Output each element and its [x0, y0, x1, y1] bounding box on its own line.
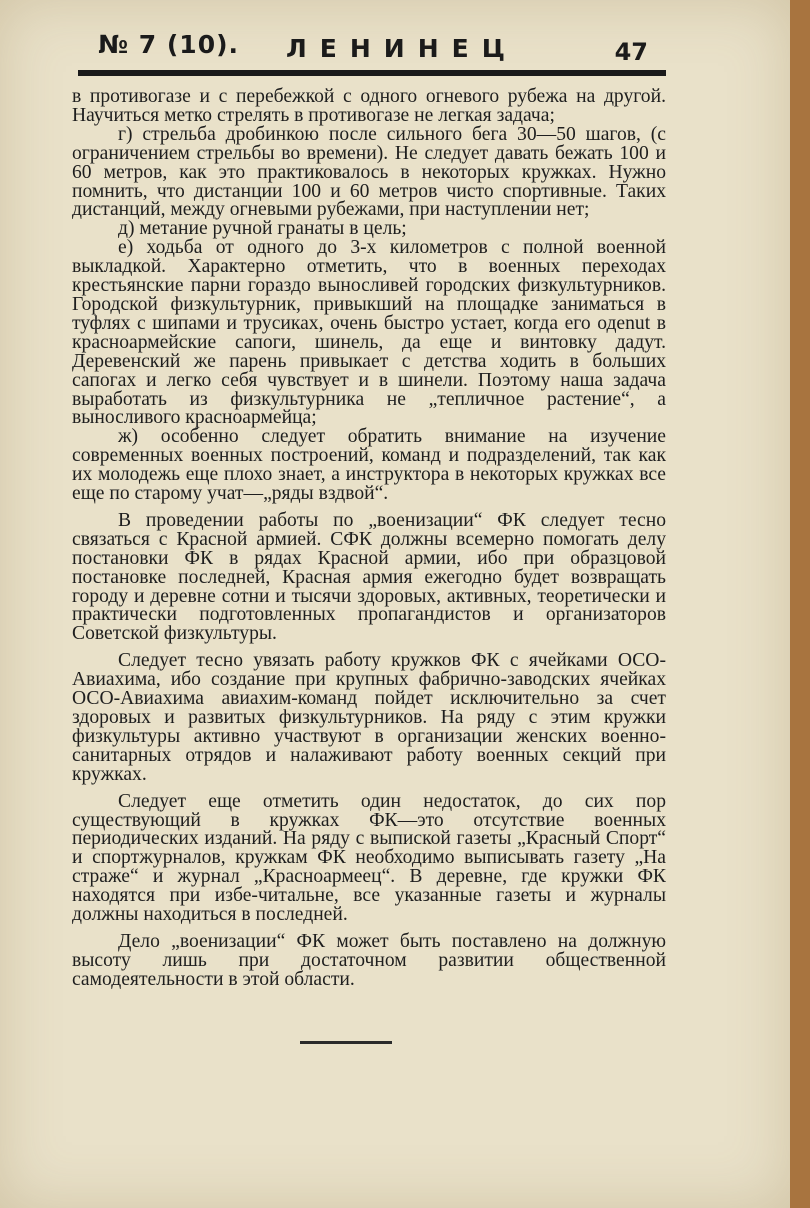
- running-header: [78, 28, 668, 72]
- page-number: 47: [614, 38, 648, 66]
- paragraph: е) ходьба от одного до 3-х километров с полной военной выкладкой. Характерно отметить, что в военных переходах крестьянские парни гораздо выносливей городских физкультурников. Городской физкультурник, привыкший на площадке заниматься в туфлях с шипами и трусиках, очень быстро устает, когда его одеnut в красноармейские сапоги, шинель, да еще и винтовку дадут. Деревенский же парень привыкает с детства ходить в больших сапогах и легко себя чувствует и в шинели. Поэтому наша задача выработать из физкультурника не „тепличное растение“, а выносливого красноармейца;: [72, 237, 666, 429]
- paragraph: В проведении работы по „военизации“ ФК следует тесно связаться с Красной армией. СФК должны всемерно помогать делу постановки ФК в рядах Красной армии, ибо при образцовой постановке последней, Красная армия ежегодно будет возвращать городу и деревне сотни и тысячи здоровых, активных, теоретически и практически подготовленных пропагандистов и организаторов Советской физкультуры.: [72, 509, 666, 645]
- paragraph: Следует тесно увязать работу кружков ФК с ячейками ОСО-Авиахима, ибо создание при крупных фабрично-заводских ячейках ОСО-Авиахима авиахим-команд пойдет исключительно за счет здоровых и развитых физкультурников. На ряду с этим кружки физкультуры активно участвуют в организации женских военно-санитарных отрядов и налаживают работу военных секций при кружках.: [72, 650, 666, 785]
- header-rule: [78, 70, 666, 76]
- paragraph: Следует еще отметить один недостаток, до сих пор существующий в кружках ФК—это отсутствие военных периодических изданий. На ряду с выпиской газеты „Красный Спорт“ и спортжурналов, кружкам ФК необходимо выписывать газету „На страже“ и журнал „Красноармеец“. В деревне, где кружки ФК находятся при избе-читальне, все указанные газеты и журналы должны находиться в последней.: [72, 790, 666, 926]
- paragraph: г) стрельба дробинкою после сильного бега 30—50 шагов, (с ограничением стрельбы во времени). Не следует давать бежать 100 и 60 метров, как это практиковалось в некоторых кружках. Нужно помнить, что дистанции 100 и 60 метров чисто спортивные. Таких дистанций, между огневыми рубежами, при наступлении нет;: [72, 123, 666, 221]
- paragraph: ж) особенно следует обратить внимание на изучение современных военных построений, команд и подразделений, так как их молодежь еще плохо знает, а инструктора в некоторых кружках все еще по старому учат—„ряды вздвой“.: [72, 426, 666, 505]
- issue-number: № 7 (10).: [98, 30, 240, 59]
- journal-title: ЛЕНИНЕЦ: [286, 34, 518, 63]
- paragraph: в противогазе и с перебежкой с одного огневого рубежа на другой. Научиться метко стрелять в противогазе не легкая задача;: [72, 86, 666, 126]
- paragraph: Дело „военизации“ ФК может быть поставлено на должную высоту лишь при достаточном развитии общественной самодеятельности в этой области.: [72, 930, 666, 990]
- end-rule: [300, 1041, 392, 1044]
- article-body: [72, 88, 666, 990]
- paragraph: д) метание ручной гранаты в цель;: [118, 218, 407, 240]
